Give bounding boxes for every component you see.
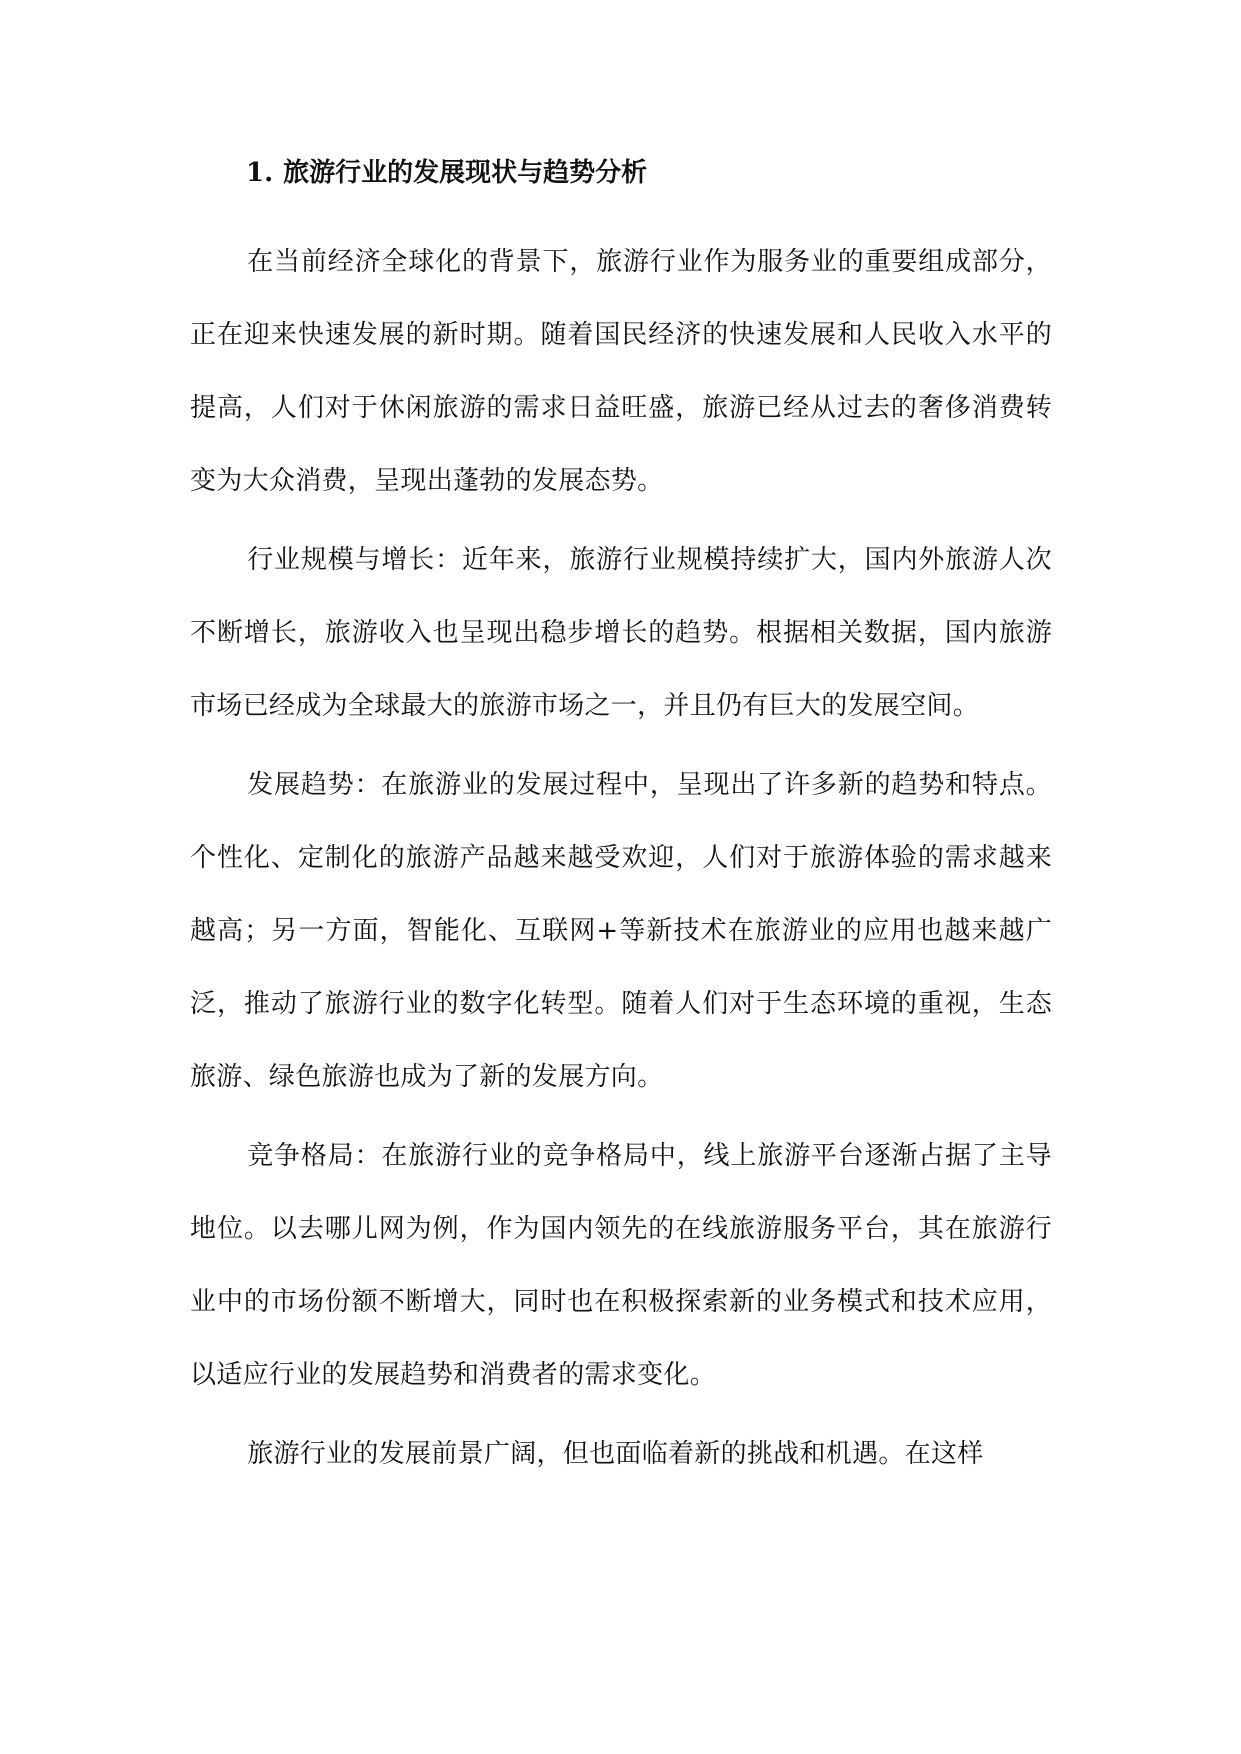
paragraph-intro: 在当前经济全球化的背景下，旅游行业作为服务业的重要组成部分，正在迎来快速发展的新时期。随着国民经济的快速发展和人民收入水平的提高，人们对于休闲旅游的需求日益旺盛，旅游已经从过去的奢侈消费转变为大众消费，呈现出蓬勃的发展态势。 (190, 247, 1052, 496)
section-number: 1. (246, 158, 274, 188)
paragraph-outlook: 旅游行业的发展前景广阔，但也面临着新的挑战和机遇。在这样 (247, 1439, 984, 1469)
paragraph-competition: 竞争格局：在旅游行业的竞争格局中，线上旅游平台逐渐占据了主导地位。以去哪儿网为例，作为国内领先的在线旅游服务平台，其在旅游行业中的市场份额不断增大，同时也在积极探索新的业务模式和技术应用，以适应行业的发展趋势和消费者的需求变化。 (190, 1141, 1052, 1390)
paragraph-scale-growth: 行业规模与增长：近年来，旅游行业规模持续扩大，国内外旅游人次不断增长，旅游收入也呈现出稳步增长的趋势。根据相关数据，国内旅游市场已经成为全球最大的旅游市场之一，并且仍有巨大的发展空间。 (190, 545, 1052, 721)
section-title: 旅游行业的发展现状与趋势分析 (283, 158, 648, 188)
section-heading (190, 148, 1052, 198)
paragraph-trends: 发展趋势：在旅游业的发展过程中，呈现出了许多新的趋势和特点。个性化、定制化的旅游产品越来越受欢迎，人们对于旅游体验的需求越来越高；另一方面，智能化、互联网+等新技术在旅游业的应用也越来越广泛，推动了旅游行业的数字化转型。随着人们对于生态环境的重视，生态旅游、绿色旅游也成为了新的发展方向。 (190, 770, 1052, 1092)
document-body (190, 148, 1052, 1491)
